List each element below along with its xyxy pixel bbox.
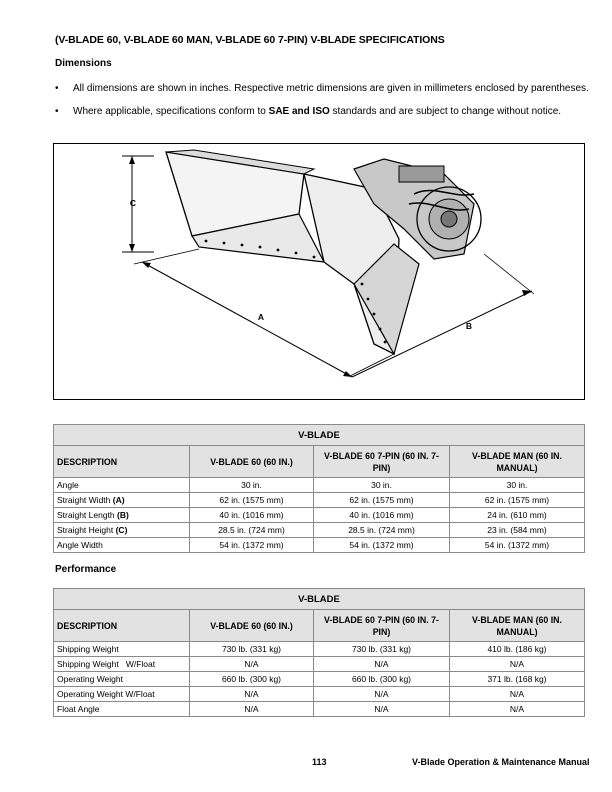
table-cell: N/A <box>190 657 314 672</box>
table-cell: 410 lb. (186 kg) <box>450 642 585 657</box>
dim-label-a: A <box>257 312 265 322</box>
table-cell: N/A <box>314 702 450 717</box>
table-band: V-BLADE <box>54 425 585 446</box>
table-row <box>54 702 585 717</box>
table-cell: 28.5 in. (724 mm) <box>190 523 314 538</box>
column-header: V-BLADE 60 (60 IN.) <box>190 610 314 642</box>
table-cell: 62 in. (1575 mm) <box>190 493 314 508</box>
table-cell: N/A <box>450 687 585 702</box>
table-cell: N/A <box>450 702 585 717</box>
bullet-text: All dimensions are shown in inches. Respective metric dimensions are given in millimeters enclosed by parentheses. <box>73 83 589 94</box>
table-cell: 54 in. (1372 mm) <box>190 538 314 553</box>
table-cell: 54 in. (1372 mm) <box>314 538 450 553</box>
table-cell: N/A <box>190 687 314 702</box>
table-cell: 371 lb. (168 kg) <box>450 672 585 687</box>
table-cell: 24 in. (610 mm) <box>450 508 585 523</box>
table-cell: 40 in. (1016 mm) <box>190 508 314 523</box>
dimensions-table <box>53 424 585 553</box>
table-cell: 30 in. <box>314 478 450 493</box>
table-band: V-BLADE <box>54 589 585 610</box>
table-row <box>54 478 585 493</box>
table-row <box>54 687 585 702</box>
table-cell: 730 lb. (331 kg) <box>190 642 314 657</box>
table-cell: 23 in. (584 mm) <box>450 523 585 538</box>
v-blade-illustration <box>54 144 584 399</box>
table-cell: N/A <box>314 687 450 702</box>
table-row <box>54 523 585 538</box>
column-header: V-BLADE MAN (60 IN. MANUAL) <box>450 446 585 478</box>
row-description: Operating Weight W/Float <box>54 687 190 702</box>
column-header: V-BLADE 60 7-PIN (60 IN. 7-PIN) <box>314 446 450 478</box>
bullet-dot: • <box>55 106 59 117</box>
table-row <box>54 672 585 687</box>
row-description: Angle <box>54 478 190 493</box>
column-header: V-BLADE 60 7-PIN (60 IN. 7-PIN) <box>314 610 450 642</box>
blade-dimension-figure <box>53 143 585 400</box>
column-header: V-BLADE 60 (60 IN.) <box>190 446 314 478</box>
column-header: DESCRIPTION <box>54 610 190 642</box>
table-cell: 660 lb. (300 kg) <box>314 672 450 687</box>
table-row <box>54 657 585 672</box>
performance-table <box>53 588 585 717</box>
column-header: V-BLADE MAN (60 IN. MANUAL) <box>450 610 585 642</box>
row-description: Straight Width (A) <box>54 493 190 508</box>
row-description: Shipping Weight W/Float <box>54 657 190 672</box>
bullet-item <box>55 83 589 94</box>
dimensions-heading: Dimensions <box>55 58 112 69</box>
dim-label-c: C <box>129 198 137 208</box>
table-cell: 62 in. (1575 mm) <box>314 493 450 508</box>
table-cell: N/A <box>314 657 450 672</box>
table-row <box>54 508 585 523</box>
table-cell: 54 in. (1372 mm) <box>450 538 585 553</box>
page-number: 113 <box>312 757 327 767</box>
table-cell: 730 lb. (331 kg) <box>314 642 450 657</box>
footer-title: V-Blade Operation & Maintenance Manual <box>412 757 590 767</box>
row-description: Shipping Weight <box>54 642 190 657</box>
table-row <box>54 493 585 508</box>
row-description: Operating Weight <box>54 672 190 687</box>
row-description: Angle Width <box>54 538 190 553</box>
table-cell: 62 in. (1575 mm) <box>450 493 585 508</box>
row-description: Float Angle <box>54 702 190 717</box>
performance-heading: Performance <box>55 564 117 575</box>
table-cell: N/A <box>450 657 585 672</box>
table-row <box>54 642 585 657</box>
table-cell: 30 in. <box>190 478 314 493</box>
column-header: DESCRIPTION <box>54 446 190 478</box>
row-description: Straight Length (B) <box>54 508 190 523</box>
table-cell: 660 lb. (300 kg) <box>190 672 314 687</box>
table-cell: 40 in. (1016 mm) <box>314 508 450 523</box>
table-cell: 28.5 in. (724 mm) <box>314 523 450 538</box>
table-cell: N/A <box>190 702 314 717</box>
dim-label-b: B <box>465 321 473 331</box>
table-cell: 30 in. <box>450 478 585 493</box>
bullet-dot: • <box>55 83 59 94</box>
page-title: (V-BLADE 60, V-BLADE 60 MAN, V-BLADE 60 7-PIN) V-BLADE SPECIFICATIONS <box>55 34 445 46</box>
bullet-item <box>55 106 561 117</box>
bullet-text: Where applicable, specifications conform to SAE and ISO standards and are subject to change without notice. <box>73 106 562 117</box>
row-description: Straight Height (C) <box>54 523 190 538</box>
table-row <box>54 538 585 553</box>
